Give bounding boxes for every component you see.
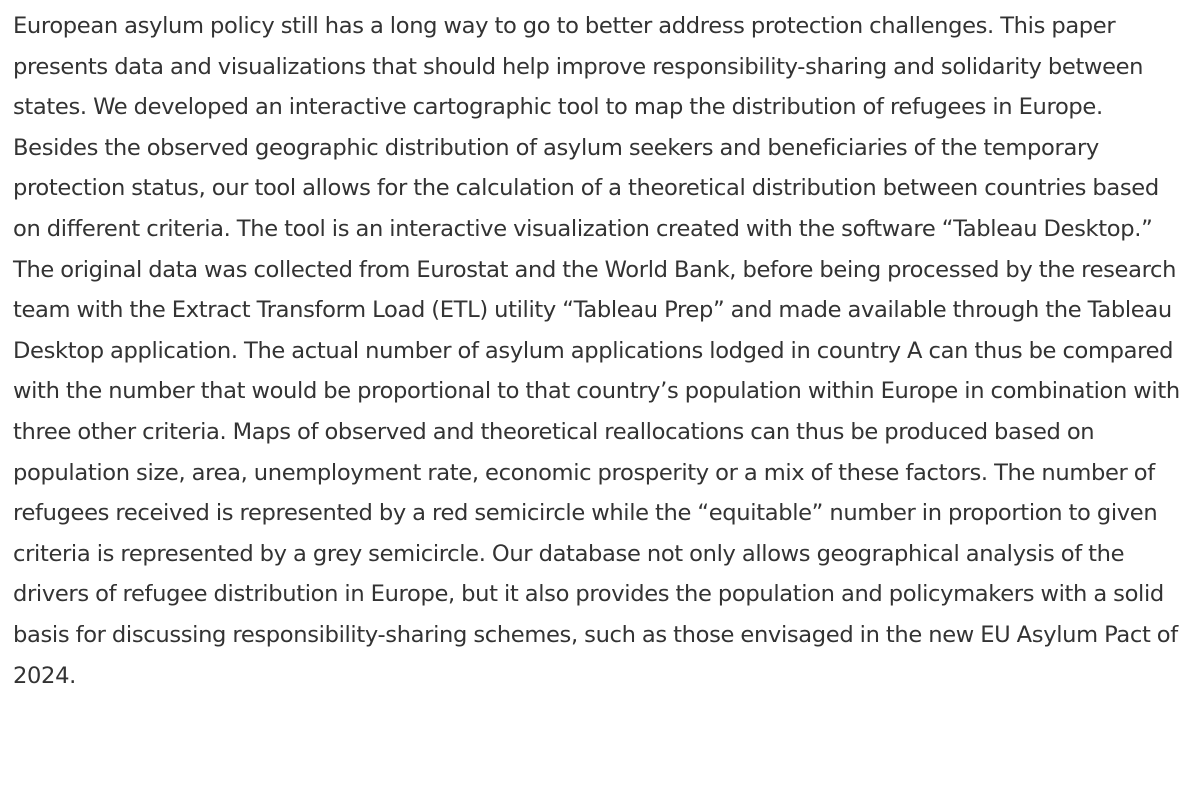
abstract-paragraph: European asylum policy still has a long way to go to better address protection challenges. This paper presents data and visualizations that should help improve responsibility-sharing and solidarity between states. We developed an interactive cartographic tool to map the distribution of refugees in Europe. Besides the observed geographic distribution of asylum seekers and beneficiaries of the temporary protection status, our tool allows for the calculation of a theoretical distribution between countries based on different criteria. The tool is an interactive visualization created with the software “Tableau Desktop.” The original data was collected from Eurostat and the World Bank, before being processed by the research team with the Extract Transform Load (ETL) utility “Tableau Prep” and made available through the Tableau Desktop application. The actual number of asylum applications lodged in country A can thus be compared with the number that would be proportional to that country’s population within Europe in combination with three other criteria. Maps of observed and theoretical reallocations can thus be produced based on population size, area, unemployment rate, economic prosperity or a mix of these factors. The number of refugees received is represented by a red semicircle while the “equitable” number in proportion to given criteria is represented by a grey semicircle. Our database not only allows geographical analysis of the drivers of refugee distribution in Europe, but it also provides the population and policymakers with a solid basis for discussing responsibility-sharing schemes, such as those envisaged in the new EU Asylum Pact of 2024. — [13, 13, 1180, 689]
